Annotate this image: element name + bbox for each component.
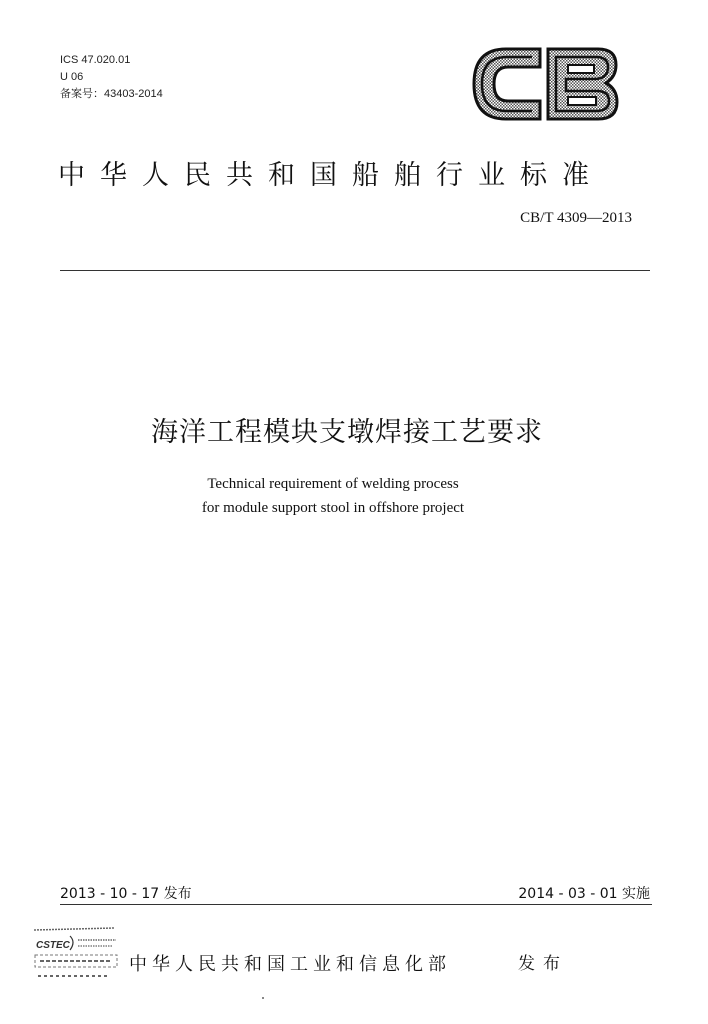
issue-date: 2013 - 10 - 17 发布 [60, 886, 192, 902]
scan-speck [262, 997, 264, 999]
ics-code: ICS 47.020.01 [60, 54, 131, 66]
classification-block [60, 52, 163, 103]
ccs-code: U 06 [60, 71, 84, 83]
publish-label: 发布 [518, 954, 568, 974]
implementation-date: 2014 - 03 - 01 实施 [518, 886, 650, 902]
cb-logo-icon [470, 45, 620, 123]
document-title-chinese [0, 410, 708, 449]
standard-number: CB/T 4309—2013 [520, 210, 632, 226]
bottom-divider [60, 904, 652, 905]
record-number: 备案号：43403-2014 [60, 88, 163, 100]
svg-text:CSTEC: CSTEC [36, 940, 70, 951]
document-title-english [0, 472, 666, 520]
publisher-name: 中华人民共和国工业和信息化部 [129, 954, 451, 975]
english-title-line-1: Technical requirement of welding process [207, 476, 459, 492]
english-title-line-2: for module support stool in offshore project [201, 500, 465, 516]
document-title-chinese-text: 海洋工程模块支墩焊接工艺要求 [151, 417, 543, 448]
top-divider [60, 270, 650, 271]
standard-type-heading: 中华人民共和国船舶行业标准 [58, 160, 604, 191]
publisher-stamp-icon [30, 922, 130, 987]
